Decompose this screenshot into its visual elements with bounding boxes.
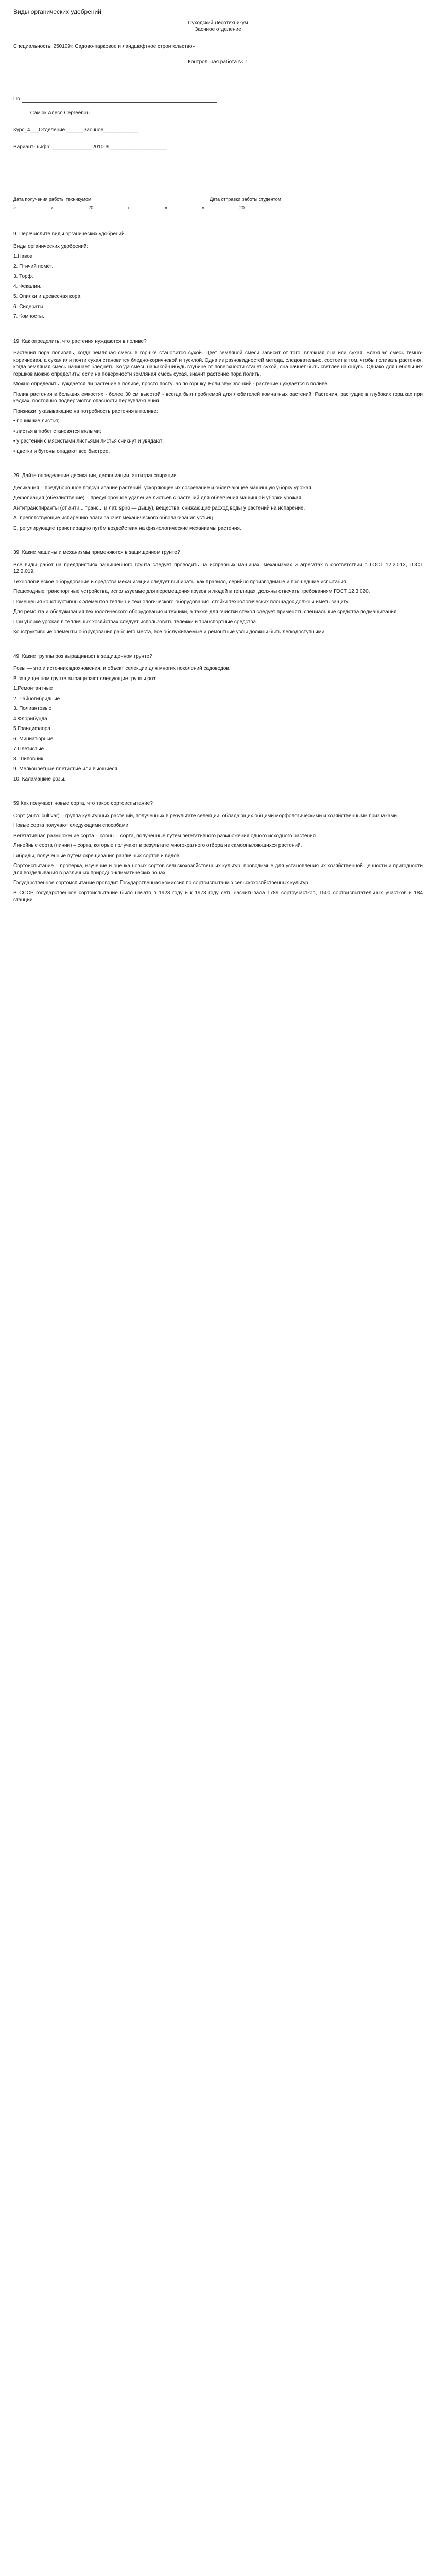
answer-line: 4. Фекалии. xyxy=(13,283,42,290)
answer-line: А. препятствующие испарению влаги за счёт механического обволакивания устьиц xyxy=(13,515,213,521)
answer-line: Все виды работ на предприятиях защищенного грунта следует проводить на исправных машинах, механизмах и агрегатах в соответствии с ГОСТ 12.2.013, ГОСТ 12.2.019. xyxy=(13,562,423,574)
answer-line: 8. Шиповник xyxy=(13,756,43,762)
document-page xyxy=(0,0,436,942)
date-part: » xyxy=(50,205,54,210)
subject-line xyxy=(13,96,423,103)
question-heading: 29. Дайте определение десикации, дефолиации, антитранспирации. xyxy=(13,473,178,479)
date-part: « xyxy=(164,205,167,210)
answer-section xyxy=(13,549,423,648)
student-line xyxy=(13,110,423,116)
answer-line: • у растений с мясистыми листьями листья сникнут и увядают; xyxy=(13,438,164,444)
date-part: г xyxy=(279,205,281,210)
date-part: « xyxy=(13,205,16,210)
course-line: Курс_4___Отделение ______Заочное____________ xyxy=(13,127,138,133)
date-part: 20 xyxy=(88,205,94,210)
answer-line: 5.Грандифлора xyxy=(13,726,50,732)
answer-section xyxy=(13,800,423,916)
answer-line: Полив растения в больших емкостях - более 30 см высотой - всегда был проблемой для любителей комнатных растений. Растения, растущие в глубоких горшках при кадках, постоянно подвергаются опасности переувлажнения. xyxy=(13,391,423,404)
answer-line: 9. Мелкоцветные плетистые или вьющиеся xyxy=(13,766,117,772)
answer-line: 1.Ремонтантные xyxy=(13,686,53,691)
date-received-label: Дата получения работы техникумом xyxy=(13,197,92,202)
date-part: 20 xyxy=(239,205,245,210)
dates-labels xyxy=(13,197,281,202)
date-part: » xyxy=(202,205,205,210)
answer-line: Розы — это и источник вдохновения, и объект селекции для многих поколений садоводов. xyxy=(13,666,231,671)
student-name: Самюк Алеся Сергеевны xyxy=(30,110,91,116)
question-heading: 49. Какие группы роз выращивают в защищенном грунте? xyxy=(13,653,152,659)
answer-line: 7. Компосты. xyxy=(13,314,44,319)
answer-line: Пешеходные транспортные устройства, используемые для перемещения грузов и людей в теплицах, должны отвечать требованиям ГОСТ 12.3.020. xyxy=(13,589,370,595)
answer-line: Растения пора поливать, когда земляная смесь в горшке становится сухой. Цвет земляной смеси зависит от того, влажная она или сухая. Влажная смесь темно-коричневая, а сухая или почти сухая становится бледно-коричневой и тусклой. Одна из разновидностей метода, следовательно, состоит в том, чтобы поливать растения, когда земляная смесь начинает бледнеть. Когда смесь на какой-нибудь глубине от поверхности станет сухой, она начнет быть светлее на ощупь. Однако для небольших горшков можно определить: если на поверхности земляная смесь сухая, значит растение пора полить. xyxy=(13,350,423,377)
answer-section xyxy=(13,231,423,333)
document-title: Виды органических удобрений xyxy=(13,8,101,15)
answer-line: 5. Опилки и древесная кора. xyxy=(13,294,82,299)
header-department: Заочное отделение xyxy=(195,27,241,32)
subject-field xyxy=(22,96,217,103)
answer-line: Можно определить нуждается ли растение в поливе, просто постучав по горшку. Если звук звонкий - растение нуждается в поливе. xyxy=(13,381,329,387)
answer-line: 2. Птичий помёт. xyxy=(13,263,54,269)
answer-line: Помещения конструктивных элементов теплиц и технологического оборудования, стойки технологических площадок должны иметь защиту. xyxy=(13,599,350,605)
answer-line: 4.Флорибунда xyxy=(13,716,47,722)
answer-line: Для ремонта и обслуживания технологического оборудования и техники, а также для очистки стекол следует применять специальные средства подмащивания. xyxy=(13,609,398,615)
answer-section xyxy=(13,338,423,468)
answer-line: 1.Навоз xyxy=(13,253,32,259)
date-sent-label: Дата отправки работы студентом xyxy=(210,197,281,202)
control-work-title: Контрольная работа № 1 xyxy=(188,59,248,65)
answer-line: Гибриды, полученные путём скрещивания различных сортов и видов. xyxy=(13,853,181,859)
answer-line: Сорт (англ. cultivar) – группа культурных растений, полученных в результате селекции, обладающих общими морфологическими и хозяйственными признаками. xyxy=(13,812,398,819)
header-school: Суходский Лесотехникум xyxy=(188,20,248,26)
answer-line: При уборке урожая в тепличных хозяйствах следует использовать тележки и транспортные средства. xyxy=(13,619,257,625)
answer-line: • поникшие листья; xyxy=(13,418,60,424)
answer-line: Государственное сортоиспытание проводит Государственная комиссия по сортоиспытанию сельскохозяйственных культур. xyxy=(13,880,310,886)
answer-line: • цветки и бутоны опадают все быстрее. xyxy=(13,448,110,454)
answer-line: Новые сорта получают следующими способами. xyxy=(13,823,130,828)
question-heading: 19. Как определить, что растения нуждаются в поливе? xyxy=(13,338,147,344)
answer-section xyxy=(13,653,423,795)
answer-line: Конструктивные элементы оборудования рабочего места, все обслуживаемые и ремонтные узлы должны быть легкодоступными. xyxy=(13,629,326,635)
subject-label: По xyxy=(13,96,20,102)
question-heading: 9. Перечислите виды органических удобрений. xyxy=(13,231,126,237)
answer-section xyxy=(13,472,423,544)
answer-line: Признаки, указывающие на потребность растения в поливе: xyxy=(13,408,158,414)
answer-line: 7.Плетистые xyxy=(13,746,44,752)
dates-values xyxy=(13,205,281,210)
answer-line: Виды органических удобрений: xyxy=(13,243,89,249)
date-part: г xyxy=(128,205,130,210)
answers-body xyxy=(13,231,423,916)
answer-line: 3. Торф. xyxy=(13,274,33,279)
answer-line: В СССР государственное сортоиспытание было начато в 1923 году и к 1973 году сеть насчитывала 1789 сортоучастков, 1500 сортоиспытательных участков и 184 станции. xyxy=(13,890,423,903)
answer-line: В защищенном грунте выращивают следующие группы роз: xyxy=(13,675,157,682)
student-prefix-field xyxy=(13,110,29,116)
question-heading: 59.Как получают новые сорта, что такое сортоиспытание? xyxy=(13,801,153,806)
specialty-line: Специальность: 250109» Садово-парковое и ландшафтное строительство» xyxy=(13,44,195,49)
answer-line: 2. Чайногибридные xyxy=(13,696,60,702)
answer-line: Сортоиспытание – проверка, изучение и оценка новых сортов сельскохозяйственных культур, проводимые для установления их хозяйственной ценности и пригодности для возделывания в различных природно-климатических зонах. xyxy=(13,863,423,876)
answer-line: Десикация – предуборочное подсушивание растений, ускоряющее их созревание и облегчающее машинную уборку урожая. xyxy=(13,485,313,491)
answer-line: Вегетативная размножение сорта – клоны – сорта, полученные путём вегетативного размножения одного исходного растения. xyxy=(13,833,317,839)
variant-line: Вариант-шифр: ______________201009____________________ xyxy=(13,144,167,150)
answer-line: Антитранспиранты (от анти... транс... и лат. spiro — дышу), вещества, снижающие расход воды у растений на испарение. xyxy=(13,505,305,511)
answer-line: • листья в побег становятся вялыми; xyxy=(13,428,101,434)
answer-line: 6. Сидераты. xyxy=(13,303,45,310)
question-heading: 39. Какие машины и механизмы применяются в защищенном грунте? xyxy=(13,550,180,555)
answer-line: Б. регулирующие транспирацию путём воздействия на физиологические механизмы растения. xyxy=(13,525,241,531)
answer-line: Линейные сорта (линии) – сорта, которые получают в результате многократного отбора из самоопыляющихся растений. xyxy=(13,843,302,849)
answer-line: Дефолиация (обезлиствение) – предуборочное удаление листьев с растений для облегчения машинной уборки урожая. xyxy=(13,495,303,501)
answer-line: Технологическое оборудование и средства механизации следует выбирать, как правило, серийно производимые и прошедшие испытания. xyxy=(13,579,348,585)
student-suffix-field xyxy=(92,110,143,116)
answer-line: 10. Каламанкие розы. xyxy=(13,776,66,782)
answer-line: 3. Полиантовые xyxy=(13,706,52,711)
answer-line: 6. Миниатюрные xyxy=(13,736,54,742)
